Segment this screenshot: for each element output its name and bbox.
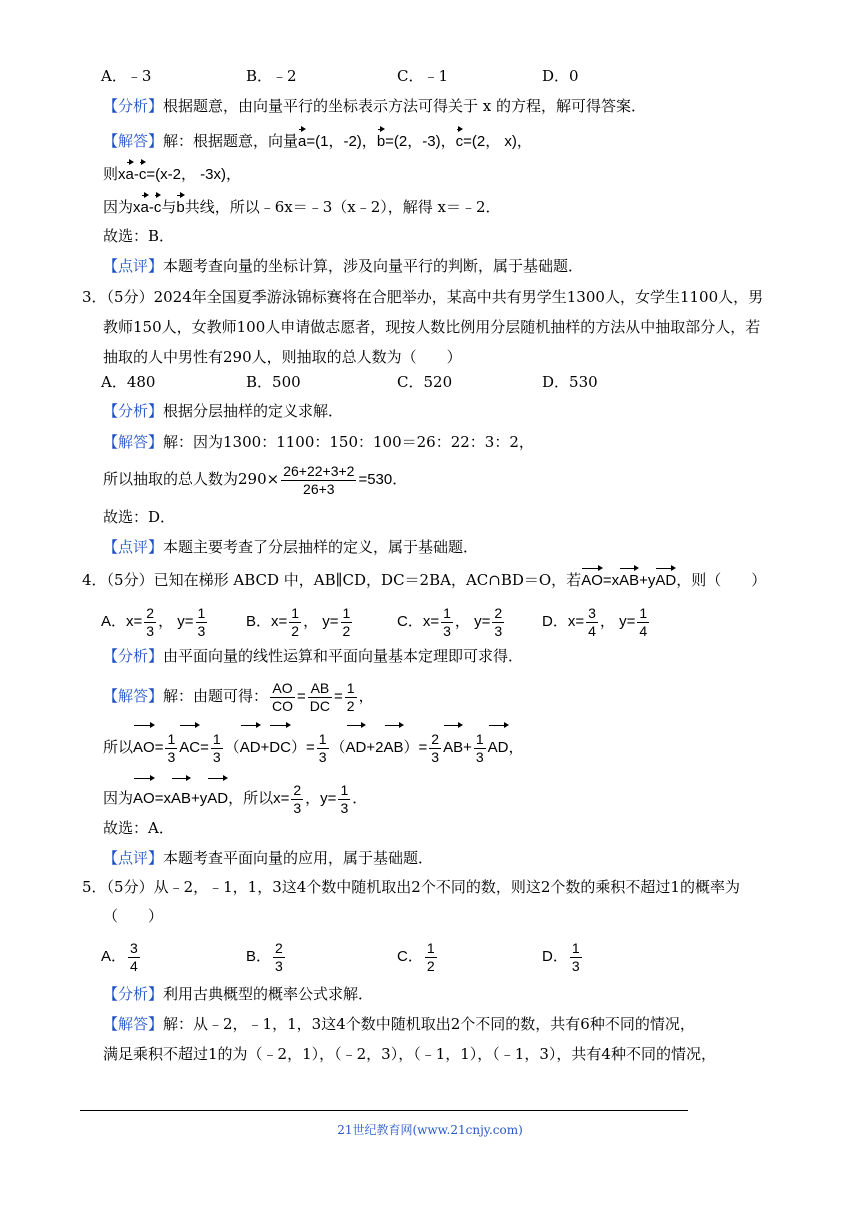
q5-option-a bbox=[101, 938, 142, 976]
numerator: 2 bbox=[275, 939, 283, 956]
vector-ac: AC bbox=[179, 723, 200, 769]
numerator: 1 bbox=[346, 679, 355, 696]
comment-tag: 【点评】 bbox=[103, 849, 164, 867]
answer-tag: 【解答】 bbox=[103, 132, 164, 150]
q3-stem-line-3: 抽取的人中男性有290人，则抽取的总人数为（ ） bbox=[103, 348, 462, 366]
vector-ab: AB bbox=[171, 776, 191, 818]
numerator: 3 bbox=[130, 939, 138, 956]
x-fraction bbox=[144, 605, 156, 640]
line-prefix: 所以 bbox=[103, 738, 134, 756]
fraction bbox=[338, 782, 350, 817]
numerator: 1 bbox=[212, 730, 221, 747]
denominator: 3 bbox=[340, 799, 349, 816]
vector-ad: AD bbox=[240, 723, 261, 769]
analysis-tag: 【分析】 bbox=[103, 402, 164, 420]
math-text: +y bbox=[190, 790, 208, 807]
fraction bbox=[281, 463, 356, 498]
analysis-text: 由平面向量的线性运算和平面向量基本定理即可求得． bbox=[163, 647, 524, 665]
x-fraction bbox=[289, 605, 301, 640]
q3-choose: 故选：D． bbox=[103, 508, 176, 526]
math-text: + bbox=[260, 739, 270, 756]
expr-x: x bbox=[133, 199, 141, 216]
stem-text: 4．（5分）已知在梯形 ABCD 中，AB∥CD，DC＝2BA，AC∩BD＝O，若 bbox=[82, 571, 582, 589]
numerator: 1 bbox=[291, 604, 300, 621]
q3-stem-line-1: 3．（5分）2024年全国夏季游泳锦标赛将在合肥举办，某高中共有男学生1300人，女学生1100人，男 bbox=[82, 288, 764, 306]
q5-analysis bbox=[103, 983, 373, 1005]
y-fraction bbox=[492, 605, 504, 640]
analysis-text: 利用古典概型的概率公式求解． bbox=[163, 985, 374, 1003]
numerator: 1 bbox=[475, 730, 484, 747]
eq-x: =x bbox=[602, 572, 620, 589]
denominator: 3 bbox=[167, 748, 176, 765]
line-suffix: 共线，所以﹣6x＝﹣3（x﹣2），解得 x＝﹣2． bbox=[184, 198, 501, 216]
q2-answer-line-2 bbox=[103, 160, 241, 186]
option-fraction bbox=[570, 940, 582, 975]
q3-comment bbox=[103, 536, 478, 558]
denominator: 3 bbox=[146, 622, 155, 639]
vector-a-value: =(1，-2)， bbox=[306, 133, 377, 150]
q4-option-a: A．x= $\frac{2}{3}$ ， y= $\frac{1}{3}$ bbox=[101, 604, 206, 639]
vector-c: c bbox=[154, 193, 162, 219]
footer-rule bbox=[80, 1110, 688, 1111]
q4-option-b: B．x= $\frac{1}{2}$ ， y= $\frac{1}{2}$ bbox=[246, 604, 351, 639]
denominator: 4 bbox=[130, 957, 138, 974]
denominator: 2 bbox=[346, 697, 355, 714]
q4-answer-line-2 bbox=[103, 723, 524, 769]
fraction bbox=[429, 731, 441, 766]
denominator: 2 bbox=[342, 622, 351, 639]
vector-a: a bbox=[141, 193, 149, 219]
q2-comment bbox=[103, 255, 583, 277]
comment-tag: 【点评】 bbox=[103, 538, 164, 556]
numerator: 1 bbox=[318, 730, 327, 747]
q3-stem-line-2: 教师150人，女教师100人申请做志愿者，现按人数比例用分层随机抽样的方法从中抽取部分人，若 bbox=[103, 318, 761, 336]
math-text: +2 bbox=[366, 739, 384, 756]
denominator: 3 bbox=[275, 957, 283, 974]
denominator: 4 bbox=[639, 622, 648, 639]
q2-option-a: A．﹣3 bbox=[101, 67, 152, 85]
denominator: 3 bbox=[571, 957, 580, 974]
q2-option-c: C．﹣1 bbox=[397, 67, 449, 85]
vector-c: c bbox=[456, 127, 464, 153]
answer-result: =530． bbox=[358, 471, 408, 488]
numerator: AB bbox=[310, 679, 330, 696]
option-fraction bbox=[425, 940, 437, 975]
denominator: 2 bbox=[291, 622, 300, 639]
denominator: DC bbox=[309, 697, 331, 714]
numerator: 1 bbox=[639, 604, 648, 621]
fraction bbox=[211, 731, 223, 766]
line-middle: ，所以 bbox=[228, 789, 274, 807]
denominator: 3 bbox=[197, 622, 206, 639]
numerator: 1 bbox=[342, 604, 351, 621]
comma: ， bbox=[358, 687, 374, 705]
q2-choose: 故选：B． bbox=[103, 227, 175, 245]
ratio-half bbox=[345, 680, 357, 715]
denominator: 3 bbox=[443, 622, 451, 639]
minus-sign: - bbox=[148, 199, 154, 216]
math-text: ）= bbox=[403, 739, 428, 756]
denominator: 3 bbox=[318, 748, 327, 765]
denominator: CO bbox=[272, 697, 294, 714]
answer-prefix: 所以抽取的总人数为290× bbox=[103, 470, 280, 488]
analysis-tag: 【分析】 bbox=[103, 97, 164, 115]
ratio-ao-co bbox=[270, 680, 295, 715]
vector-ab: AB bbox=[384, 723, 404, 769]
answer-tag: 【解答】 bbox=[103, 687, 164, 705]
q2-analysis bbox=[103, 95, 646, 117]
numerator: 1 bbox=[426, 939, 435, 956]
numerator: AO bbox=[272, 679, 293, 696]
analysis-text: 根据分层抽样的定义求解． bbox=[163, 402, 344, 420]
expr-x: x bbox=[118, 166, 126, 183]
q3-option-a: A．480 bbox=[101, 373, 156, 391]
comment-text: 本题考查平面向量的应用，属于基础题． bbox=[163, 849, 434, 867]
denominator: 3 bbox=[212, 748, 221, 765]
expr-value: =(x-2， -3x)， bbox=[146, 166, 241, 183]
fraction bbox=[165, 731, 177, 766]
q3-option-b: B．500 bbox=[246, 373, 301, 391]
option-label: C． bbox=[397, 613, 423, 630]
q4-answer-line-1 bbox=[103, 675, 374, 718]
vector-ad: AD bbox=[346, 723, 367, 769]
denominator: 3 bbox=[475, 748, 484, 765]
line-prefix: 因为 bbox=[103, 198, 134, 216]
math-text: ）= bbox=[290, 739, 315, 756]
numerator: 1 bbox=[167, 730, 176, 747]
math-text: ． bbox=[352, 790, 368, 807]
q5-stem-line-2: （ ） bbox=[103, 907, 164, 925]
option-fraction bbox=[273, 940, 285, 975]
vector-ad: AD bbox=[655, 566, 676, 592]
vector-a: a bbox=[126, 160, 134, 186]
denominator: 4 bbox=[588, 622, 596, 639]
q4-comment bbox=[103, 847, 433, 869]
denominator: 3 bbox=[293, 799, 302, 816]
q5-answer-line-1 bbox=[103, 1013, 695, 1035]
option-fraction bbox=[128, 940, 140, 975]
math-text: = bbox=[200, 739, 209, 756]
math-text: ， bbox=[508, 739, 524, 756]
x-fraction bbox=[441, 605, 453, 640]
q4-option-c: C．x= $\frac{1}{3}$ ， y= $\frac{2}{3}$ bbox=[397, 604, 503, 639]
fraction bbox=[474, 731, 486, 766]
vector-ao: AO bbox=[581, 566, 603, 592]
math-text: （ bbox=[330, 739, 346, 756]
option-label: D． bbox=[542, 613, 568, 630]
numerator: 1 bbox=[571, 939, 580, 956]
vector-b-value: =(2，-3)， bbox=[385, 133, 456, 150]
option-label: A． bbox=[101, 613, 127, 630]
vector-c-value: =(2， x)， bbox=[463, 133, 532, 150]
numerator: 2 bbox=[146, 604, 155, 621]
equals: = bbox=[334, 688, 343, 705]
answer-tag: 【解答】 bbox=[103, 433, 164, 451]
comment-text: 本题考查向量的坐标计算，涉及向量平行的判断，属于基础题． bbox=[163, 257, 584, 275]
math-text: =x bbox=[154, 790, 171, 807]
option-label: D． bbox=[542, 948, 568, 965]
q2-answer-line-3 bbox=[103, 193, 501, 219]
denominator: 3 bbox=[494, 622, 503, 639]
answer-text: 解：由题可得： bbox=[163, 687, 269, 705]
q4-answer-line-3 bbox=[103, 776, 367, 818]
denominator: 2 bbox=[426, 957, 435, 974]
q3-answer-line-2 bbox=[103, 459, 407, 500]
numerator: 2 bbox=[494, 604, 503, 621]
q3-analysis bbox=[103, 400, 343, 422]
q3-option-d: D．530 bbox=[542, 373, 598, 391]
q4-option-d: D．x= $\frac{3}{4}$ ， y= $\frac{1}{4}$ bbox=[542, 604, 648, 639]
numerator: 3 bbox=[588, 604, 596, 621]
numerator: 1 bbox=[340, 781, 349, 798]
y-fraction bbox=[196, 605, 208, 640]
answer-text: 解：从﹣2，﹣1，1，3这4个数中随机取出2个不同的数，共有6种不同的情况， bbox=[163, 1015, 695, 1033]
q5-option-b bbox=[246, 938, 287, 976]
vector-ad: AD bbox=[488, 723, 509, 769]
vector-b: b bbox=[176, 193, 184, 219]
analysis-text: 根据题意，由向量平行的坐标表示方法可得关于 x 的方程，解可得答案． bbox=[163, 97, 647, 115]
line-prefix: 则 bbox=[103, 165, 119, 183]
numerator: 1 bbox=[197, 604, 206, 621]
q4-choose: 故选：A． bbox=[103, 819, 174, 837]
comment-tag: 【点评】 bbox=[103, 257, 164, 275]
comment-text: 本题主要考查了分层抽样的定义，属于基础题． bbox=[163, 538, 479, 556]
numerator: 26+22+3+2 bbox=[283, 462, 355, 479]
vector-ao: AO bbox=[133, 776, 155, 818]
q4-stem bbox=[82, 566, 766, 592]
answer-text: 解：根据题意，向量 bbox=[163, 132, 299, 150]
stem-suffix: ，则（ ） bbox=[676, 571, 767, 589]
q2-answer-line-1 bbox=[103, 127, 532, 153]
vector-ab: AB bbox=[619, 566, 639, 592]
x-fraction bbox=[586, 605, 598, 640]
analysis-tag: 【分析】 bbox=[103, 647, 164, 665]
math-text: ，y= bbox=[305, 790, 337, 807]
vector-dc: DC bbox=[269, 723, 291, 769]
numerator: 2 bbox=[431, 730, 440, 747]
math-text: x= bbox=[273, 790, 290, 807]
y-fraction bbox=[637, 605, 649, 640]
numerator: 2 bbox=[293, 781, 302, 798]
vector-c: c bbox=[139, 160, 147, 186]
plus-y: +y bbox=[639, 572, 656, 589]
denominator: 26+3 bbox=[303, 480, 335, 497]
fraction bbox=[317, 731, 329, 766]
numerator: 1 bbox=[443, 604, 451, 621]
fraction bbox=[291, 782, 303, 817]
vector-ab: AB bbox=[443, 723, 463, 769]
q5-stem-line-1: 5．（5分）从﹣2，﹣1，1，3这4个数中随机取出2个不同的数，则这2个数的乘积不超过1的概率为 bbox=[82, 878, 740, 896]
line-prefix: 因为 bbox=[103, 789, 134, 807]
answer-tag: 【解答】 bbox=[103, 1015, 164, 1033]
vector-ao: AO bbox=[133, 723, 155, 769]
option-label: C． bbox=[397, 948, 423, 965]
math-text: （ bbox=[224, 739, 240, 756]
q3-answer-line-1 bbox=[103, 431, 534, 453]
q5-option-d bbox=[542, 938, 584, 976]
option-label: B． bbox=[246, 948, 272, 965]
q2-option-b: B．﹣2 bbox=[246, 67, 297, 85]
y-fraction bbox=[341, 605, 353, 640]
vector-ad: AD bbox=[207, 776, 228, 818]
q3-option-c: C．520 bbox=[397, 373, 453, 391]
equals: = bbox=[297, 688, 306, 705]
option-label: B． bbox=[246, 613, 272, 630]
vector-b: b bbox=[377, 127, 385, 153]
q5-answer-line-2: 满足乘积不超过1的为（﹣2，1），（﹣2，3），（﹣1，1），（﹣1，3），共有4种不同的情况， bbox=[103, 1045, 716, 1063]
answer-text: 解：因为1300：1100：150：100＝26：22：3：2， bbox=[163, 433, 534, 451]
footer-link[interactable]: 21世纪教育网(www.21cnjy.com) bbox=[337, 1123, 523, 1137]
option-label: A． bbox=[101, 948, 127, 965]
q4-analysis bbox=[103, 645, 523, 667]
connector-text: 与 bbox=[161, 198, 177, 216]
q5-option-c bbox=[397, 938, 439, 976]
ratio-ab-dc bbox=[308, 680, 332, 715]
minus-sign: - bbox=[133, 166, 139, 183]
analysis-tag: 【分析】 bbox=[103, 985, 164, 1003]
math-text: + bbox=[463, 739, 472, 756]
denominator: 3 bbox=[431, 748, 440, 765]
math-text: = bbox=[154, 739, 164, 756]
vector-a: a bbox=[298, 127, 306, 153]
q2-option-d: D．0 bbox=[542, 67, 579, 85]
